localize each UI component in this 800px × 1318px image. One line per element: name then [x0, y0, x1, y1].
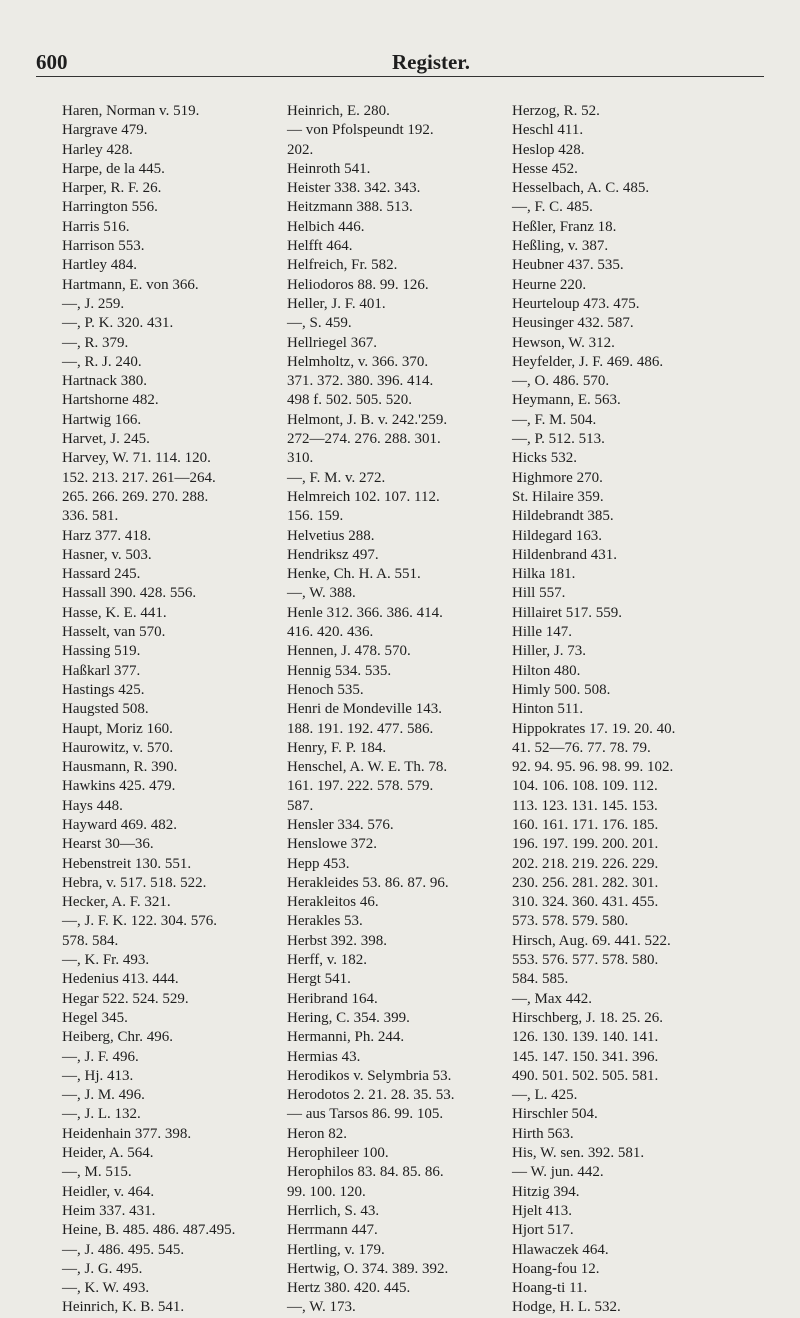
index-entry: Hering, C. 354. 399.: [287, 1009, 410, 1026]
index-entry: Herophilos 83. 84. 85. 86.: [287, 1164, 444, 1181]
index-entry: —, M. 515.: [62, 1164, 132, 1181]
index-entry: Helmreich 102. 107. 112.: [287, 488, 440, 505]
index-entry: Hassard 245.: [62, 566, 141, 583]
index-entry: St. Hilaire 359.: [512, 488, 604, 505]
index-entry: Harrington 556.: [62, 199, 158, 216]
index-entry: 196. 197. 199. 200. 201.: [512, 836, 659, 853]
index-entry: Heliodoros 88. 99. 126.: [287, 276, 429, 293]
index-entry: 578. 584.: [62, 932, 119, 949]
index-entry: Haugsted 508.: [62, 701, 149, 718]
page-number: 600: [36, 50, 68, 74]
index-entry: Hirschberg, J. 18. 25. 26.: [512, 1009, 663, 1026]
index-entry: Hiller, J. 73.: [512, 643, 586, 660]
index-entry: Hennen, J. 478. 570.: [287, 643, 411, 660]
index-entry: Hebenstreit 130. 551.: [62, 855, 192, 872]
index-entry: 371. 372. 380. 396. 414.: [287, 373, 434, 390]
index-entry: Heller, J. F. 401.: [287, 295, 386, 312]
index-entry: Heyfelder, J. F. 469. 486.: [512, 353, 664, 370]
index-entry: —, W. 388.: [287, 585, 356, 602]
index-entry: 416. 420. 436.: [287, 624, 374, 641]
index-entry: Heribrand 164.: [287, 990, 378, 1007]
index-entry: 152. 213. 217. 261—264.: [62, 469, 216, 486]
index-entry: Heusinger 432. 587.: [512, 315, 634, 332]
index-entry: 310. 324. 360. 431. 455.: [512, 894, 659, 911]
index-entry: —, O. 486. 570.: [512, 373, 610, 390]
index-entry: Hjelt 413.: [512, 1202, 572, 1219]
index-entry: Heslop 428.: [512, 141, 585, 158]
index-entry: Hassall 390. 428. 556.: [62, 585, 197, 602]
index-entry: Hill 557.: [512, 585, 566, 602]
index-entry: Hepp 453.: [287, 855, 350, 872]
index-entry: Hebra, v. 517. 518. 522.: [62, 874, 207, 891]
index-entry: Hoang-fou 12.: [512, 1260, 600, 1277]
index-entry: His, W. sen. 392. 581.: [512, 1145, 645, 1162]
index-entry: Herodotos 2. 21. 28. 35. 53.: [287, 1087, 455, 1104]
index-entry: Helfreich, Fr. 582.: [287, 257, 398, 274]
index-entry: —, J. F. K. 122. 304. 576.: [62, 913, 218, 930]
index-entry: Hertwig, O. 374. 389. 392.: [287, 1260, 449, 1277]
index-entry: 156. 159.: [287, 508, 344, 525]
index-entry: Hicks 532.: [512, 450, 577, 467]
index-entry: Hartley 484.: [62, 257, 137, 274]
index-entry: Hertz 380. 420. 445.: [287, 1280, 411, 1297]
index-entry: Hergt 541.: [287, 971, 351, 988]
index-entry: Herakles 53.: [287, 913, 363, 930]
index-entry: Hartwig 166.: [62, 411, 142, 428]
index-entry: Hartnack 380.: [62, 373, 147, 390]
index-entry: Helmholtz, v. 366. 370.: [287, 353, 429, 370]
index-entry: Hasselt, van 570.: [62, 624, 166, 641]
index-entry: Herakleides 53. 86. 87. 96.: [287, 874, 449, 891]
index-entry: Hegar 522. 524. 529.: [62, 990, 189, 1007]
index-entry: 41. 52—76. 77. 78. 79.: [512, 739, 651, 756]
index-entry: Heymann, E. 563.: [512, 392, 621, 409]
index-entry: Heurne 220.: [512, 276, 587, 293]
index-entry: Hilton 480.: [512, 662, 581, 679]
index-entry: 490. 501. 502. 505. 581.: [512, 1067, 659, 1084]
index-entry: Hirsch, Aug. 69. 441. 522.: [512, 932, 671, 949]
index-entry: Hellriegel 367.: [287, 334, 377, 351]
index-entry: Hays 448.: [62, 797, 123, 814]
index-entry: Highmore 270.: [512, 469, 603, 486]
index-entry: —, K. W. 493.: [62, 1280, 150, 1297]
index-entry: 202. 218. 219. 226. 229.: [512, 855, 659, 872]
index-entry: Harley 428.: [62, 141, 133, 158]
index-entry: Heßling, v. 387.: [512, 238, 609, 255]
index-entry: Hasner, v. 503.: [62, 546, 152, 563]
index-entry: —, J. M. 496.: [62, 1087, 145, 1104]
index-entry: Hewson, W. 312.: [512, 334, 615, 351]
index-entry: Hilka 181.: [512, 566, 576, 583]
index-entry: —, F. C. 485.: [512, 199, 593, 216]
index-entry: Heine, B. 485. 486. 487.495.: [62, 1222, 236, 1239]
index-entry: Hensler 334. 576.: [287, 816, 394, 833]
index-entry: —, P. K. 320. 431.: [62, 315, 174, 332]
index-entry: Heron 82.: [287, 1125, 347, 1142]
index-entry: Henschel, A. W. E. Th. 78.: [287, 759, 448, 776]
index-entry: 265. 266. 269. 270. 288.: [62, 488, 209, 505]
running-head: Register.: [392, 50, 470, 74]
index-entry: Hildegard 163.: [512, 527, 602, 544]
index-entry: Hasse, K. E. 441.: [62, 604, 167, 621]
index-entry: 92. 94. 95. 96. 98. 99. 102.: [512, 759, 674, 776]
index-entry: Hartmann, E. von 366.: [62, 276, 199, 293]
index-entry: Heinrich, E. 280.: [287, 103, 390, 119]
index-entry: Hermanni, Ph. 244.: [287, 1029, 405, 1046]
index-entry: Helvetius 288.: [287, 527, 375, 544]
index-entry: Hesselbach, A. C. 485.: [512, 180, 650, 197]
index-entry: Hastings 425.: [62, 681, 145, 698]
index-entry: 145. 147. 150. 341. 396.: [512, 1048, 659, 1065]
index-entry: 113. 123. 131. 145. 153.: [512, 797, 658, 814]
index-entry: Hinton 511.: [512, 701, 584, 718]
index-entry: 336. 581.: [62, 508, 119, 525]
index-entry: Hedenius 413. 444.: [62, 971, 179, 988]
index-entry: Heschl 411.: [512, 122, 584, 139]
index-entry: Heidler, v. 464.: [62, 1183, 155, 1200]
index-entry: —, Max 442.: [512, 990, 592, 1007]
index-entry: — aus Tarsos 86. 99. 105.: [287, 1106, 444, 1123]
index-entry: 272—274. 276. 288. 301.: [287, 431, 441, 448]
index-entry: 498 f. 502. 505. 520.: [287, 392, 412, 409]
index-entry: Hecker, A. F. 321.: [62, 894, 171, 911]
index-entry: —, J. L. 132.: [62, 1106, 141, 1123]
index-entry: Hildebrandt 385.: [512, 508, 614, 525]
index-entry: Helbich 446.: [287, 218, 365, 235]
index-entry: Hertling, v. 179.: [287, 1241, 385, 1258]
index-entry: Harpe, de la 445.: [62, 160, 165, 177]
index-entry: Haupt, Moriz 160.: [62, 720, 173, 737]
index-entry: Henri de Mondeville 143.: [287, 701, 442, 718]
index-entry: — von Pfolspeundt 192.: [287, 122, 434, 139]
index-entry: —, F. M. v. 272.: [287, 469, 386, 486]
index-entry: Heubner 437. 535.: [512, 257, 624, 274]
index-entry: — W. jun. 442.: [512, 1164, 604, 1181]
index-entry: —, J. 486. 495. 545.: [62, 1241, 185, 1258]
index-entry: Hegel 345.: [62, 1009, 128, 1026]
index-entry: Herrmann 447.: [287, 1222, 378, 1239]
index-entry: Hitzig 394.: [512, 1183, 580, 1200]
index-entry: 99. 100. 120.: [287, 1183, 366, 1200]
index-entry: Henke, Ch. H. A. 551.: [287, 566, 421, 583]
index-entry: —, W. 173.: [287, 1299, 356, 1316]
index-entry: Hermias 43.: [287, 1048, 361, 1065]
index-entry: Hillairet 517. 559.: [512, 604, 622, 621]
index-entry: Hjort 517.: [512, 1222, 574, 1239]
index-entry: Helmont, J. B. v. 242.'259.: [287, 411, 448, 428]
index-entry: Harz 377. 418.: [62, 527, 152, 544]
index-entry: Henle 312. 366. 386. 414.: [287, 604, 443, 621]
index-entry: Hausmann, R. 390.: [62, 759, 178, 776]
index-entry: 188. 191. 192. 477. 586.: [287, 720, 434, 737]
index-entry: Harris 516.: [62, 218, 130, 235]
index-entry: 587.: [287, 797, 314, 814]
index-entry: 160. 161. 171. 176. 185.: [512, 816, 659, 833]
index-entry: Henry, F. P. 184.: [287, 739, 387, 756]
index-entry: Harrison 553.: [62, 238, 145, 255]
index-entry: Henoch 535.: [287, 681, 364, 698]
index-entry: 553. 576. 577. 578. 580.: [512, 952, 659, 969]
index-entry: Heinroth 541.: [287, 160, 371, 177]
index-entry: Hildenbrand 431.: [512, 546, 617, 563]
page-header: [36, 50, 764, 77]
index-entry: Hayward 469. 482.: [62, 816, 177, 833]
index-entry: Herakleitos 46.: [287, 894, 379, 911]
index-entry: —, R. 379.: [62, 334, 129, 351]
index-entry: —, K. Fr. 493.: [62, 952, 150, 969]
index-entry: Herrlich, S. 43.: [287, 1202, 380, 1219]
index-entry: Herbst 392. 398.: [287, 932, 387, 949]
index-entry: Hodge, H. L. 532.: [512, 1299, 621, 1316]
index-entry: —, S. 459.: [287, 315, 352, 332]
index-entry: Herodikos v. Selymbria 53.: [287, 1067, 452, 1084]
index-entry: 202.: [287, 141, 314, 158]
index-entry: —, P. 512. 513.: [512, 431, 605, 448]
index-entry: 584. 585.: [512, 971, 569, 988]
index-column-1: [62, 102, 284, 1318]
index-entry: Hassing 519.: [62, 643, 141, 660]
index-entry: Haßkarl 377.: [62, 662, 141, 679]
index-entry: Heßler, Franz 18.: [512, 218, 617, 235]
index-entry: Heister 338. 342. 343.: [287, 180, 421, 197]
index-entry: Helfft 464.: [287, 238, 353, 255]
index-entry: Harper, R. F. 26.: [62, 180, 162, 197]
index-entry: Herophileer 100.: [287, 1145, 389, 1162]
index-entry: Henslowe 372.: [287, 836, 377, 853]
index-entry: Herff, v. 182.: [287, 952, 367, 969]
index-entry: 161. 197. 222. 578. 579.: [287, 778, 434, 795]
index-entry: Haren, Norman v. 519.: [62, 103, 200, 119]
index-entry: Hawkins 425. 479.: [62, 778, 176, 795]
index-entry: —, R. J. 240.: [62, 353, 142, 370]
index-entry: 104. 106. 108. 109. 112.: [512, 778, 658, 795]
index-entry: Hargrave 479.: [62, 122, 148, 139]
index-entry: Hippokrates 17. 19. 20. 40.: [512, 720, 676, 737]
index-entry: Heider, A. 564.: [62, 1145, 154, 1162]
index-entry: —, L. 425.: [512, 1087, 578, 1104]
index-entry: —, F. M. 504.: [512, 411, 597, 428]
index-entry: Heitzmann 388. 513.: [287, 199, 413, 216]
index-entry: Herzog, R. 52.: [512, 103, 600, 119]
index-entry: Hirth 563.: [512, 1125, 574, 1142]
index-entry: —, J. 259.: [62, 295, 125, 312]
index-entry: Hendriksz 497.: [287, 546, 379, 563]
index-column-3: [512, 102, 780, 1318]
index-entry: Heurteloup 473. 475.: [512, 295, 640, 312]
index-entry: Heiberg, Chr. 496.: [62, 1029, 173, 1046]
index-entry: Hille 147.: [512, 624, 572, 641]
index-entry: Hearst 30—36.: [62, 836, 154, 853]
index-entry: Hennig 534. 535.: [287, 662, 392, 679]
index-entry: Haurowitz, v. 570.: [62, 739, 174, 756]
index-entry: Heim 337. 431.: [62, 1202, 156, 1219]
index-entry: Heinrich, K. B. 541.: [62, 1299, 185, 1316]
index-entry: Harvet, J. 245.: [62, 431, 150, 448]
index-entry: Harvey, W. 71. 114. 120.: [62, 450, 211, 467]
index-entry: Heidenhain 377. 398.: [62, 1125, 192, 1142]
index-entry: Hirschler 504.: [512, 1106, 598, 1123]
index-entry: Hesse 452.: [512, 160, 578, 177]
index-entry: Hlawaczek 464.: [512, 1241, 609, 1258]
index-entry: —, J. G. 495.: [62, 1260, 143, 1277]
index-entry: Hartshorne 482.: [62, 392, 159, 409]
index-column-2: [287, 102, 509, 1318]
index-entry: 126. 130. 139. 140. 141.: [512, 1029, 659, 1046]
index-entry: —, Hj. 413.: [62, 1067, 134, 1084]
index-entry: 310.: [287, 450, 314, 467]
index-entry: —, J. F. 496.: [62, 1048, 139, 1065]
index-entry: 573. 578. 579. 580.: [512, 913, 629, 930]
index-entry: 230. 256. 281. 282. 301.: [512, 874, 659, 891]
index-entry: Hoang-ti 11.: [512, 1280, 588, 1297]
index-entry: Himly 500. 508.: [512, 681, 611, 698]
